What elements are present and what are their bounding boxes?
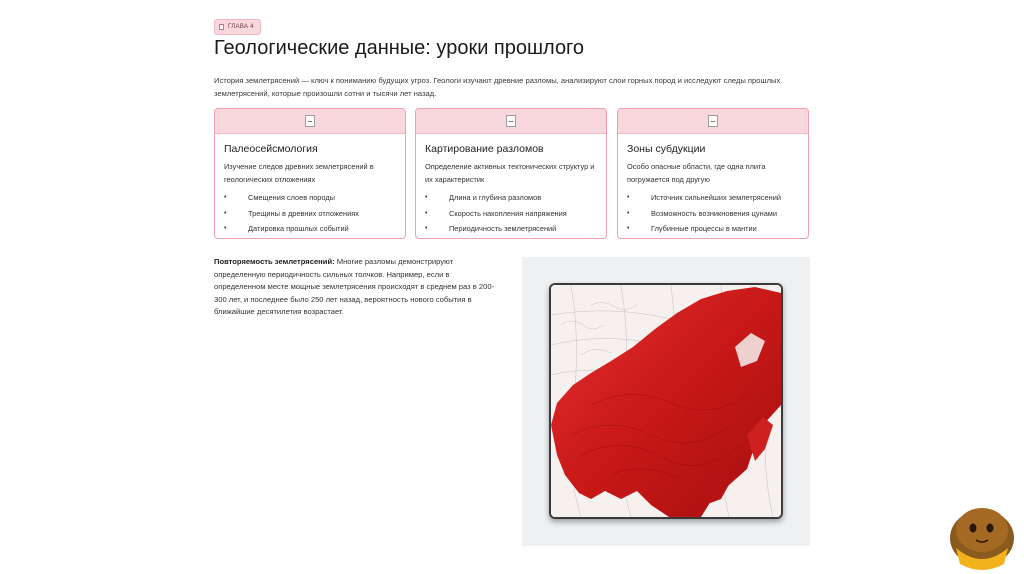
- list-item: • Трещины в древних отложениях: [215, 206, 405, 222]
- list-item: • Возможность возникновения цунами: [618, 206, 808, 222]
- chapter-badge: [214, 19, 261, 35]
- card-header: [416, 109, 606, 134]
- card-list: [416, 190, 606, 237]
- list-item: • Смещения слоев породы: [215, 190, 405, 206]
- intro-text: История землетрясений — ключ к пониманию будущих угроз. Геологи изучают древние разломы, анализируют слои горных пород и исследуют следы прошлых землетрясений, которые произошли сотни и тысячи лет назад.: [214, 76, 781, 98]
- card-title: Зоны субдукции: [627, 143, 706, 155]
- page-title: Геологические данные: уроки прошлого: [214, 37, 585, 59]
- card-title: Картирование разломов: [425, 143, 544, 155]
- recurrence-body: Многие разломы демонстрируют определенную периодичность сильных толчков. Например, если в определенном месте мощные землетрясения происходят в среднем раз в 200-300 лет, и последнее было 250 лет назад, вероятность нового события в ближайшие десятилетия возрастает.: [214, 257, 495, 317]
- card-list: [618, 190, 808, 237]
- card-header: [215, 109, 405, 134]
- card-fault-mapping: [415, 108, 607, 239]
- card-list: [215, 190, 405, 237]
- recurrence-label: Повторяемость землетрясений:: [214, 257, 335, 266]
- document-icon: [708, 115, 718, 127]
- card-title: Палеосейсмология: [224, 143, 318, 155]
- card-description: Определение активных тектонических структур и их характеристик: [425, 162, 595, 184]
- document-icon: [506, 115, 516, 127]
- list-item: • Источник сильнейших землетрясений: [618, 190, 808, 206]
- mascot-icon: [942, 492, 1022, 572]
- seismic-map-graphic: [551, 285, 781, 517]
- list-item: • Скорость накопления напряжения: [416, 206, 606, 222]
- map-panel: [522, 257, 810, 546]
- recurrence-text: [214, 256, 500, 319]
- seismic-map-image: [549, 283, 783, 519]
- card-paleoseismology: [214, 108, 406, 239]
- list-item: • Датировка прошлых событий: [215, 221, 405, 237]
- card-subduction-zones: [617, 108, 809, 239]
- document-icon: [305, 115, 315, 127]
- chapter-label: ГЛАВА 4: [228, 24, 254, 30]
- card-description: Особо опасные области, где одна плита погружается под другую: [627, 162, 766, 184]
- document-icon: [219, 24, 224, 30]
- list-item: • Длина и глубина разломов: [416, 190, 606, 206]
- card-description: Изучение следов древних землетрясений в геологических отложениях: [224, 162, 374, 184]
- list-item: • Глубинные процессы в мантии: [618, 221, 808, 237]
- list-item: • Периодичность землетрясений: [416, 221, 606, 237]
- card-header: [618, 109, 808, 134]
